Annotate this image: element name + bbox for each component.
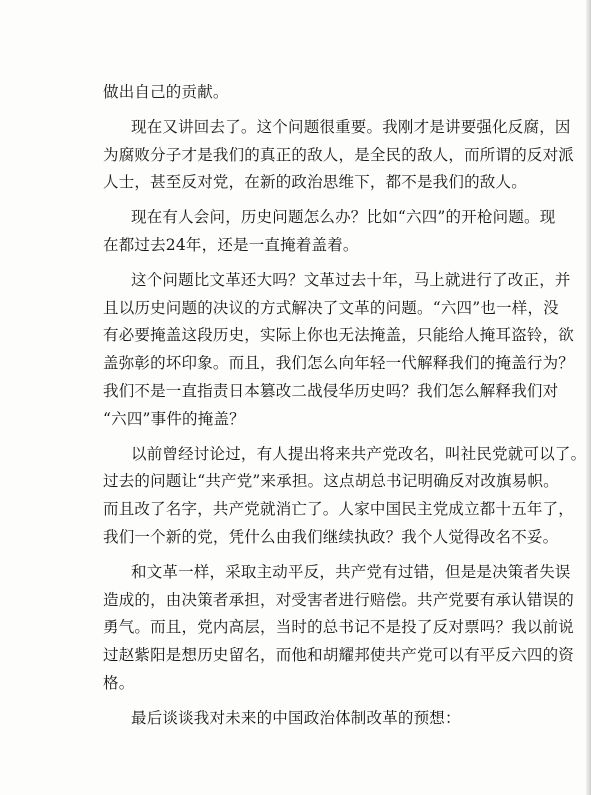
text-line: 且以历史问题的决议的方式解决了文革的问题。“六四”也一样，没 [103, 298, 559, 317]
paragraph-gap [103, 197, 503, 204]
text-line: 做出自己的贡献。 [103, 83, 229, 101]
paragraph [103, 204, 556, 260]
text-line: 盖弥彰的坏印象。而且，我们怎么向年轻一代解释我们的掩盖行为？ [103, 354, 575, 373]
text-line: 我们不是一直指责日本篡改二战侵华历史吗？我们怎么解释我们对 [103, 381, 559, 400]
scan-edge [586, 0, 591, 795]
paragraph [103, 79, 503, 107]
text-line: 这个问题比文革还大吗？文革过去十年，马上就进行了改正，并 [131, 270, 571, 289]
text-line: 造成的，由决策者承担，对受害者进行赔偿。共产党要有承认错误的 [103, 590, 575, 609]
text-line: 勇气。而且，党内高层，当时的总书记不是投了反对票吗？我以前说 [103, 618, 575, 637]
paragraph [103, 267, 575, 434]
paragraph [103, 441, 587, 552]
paragraph-gap [103, 107, 503, 114]
text-line: 人士，甚至反对党，在新的政治思维下，都不是我们的敌人。 [103, 173, 527, 192]
text-line: “六四”事件的掩盖？ [103, 409, 245, 428]
text-line: 现在又讲回去了。这个问题很重要。我刚才是讲要强化反腐，因 [131, 117, 571, 136]
text-line: 过去的问题让“共产党”来承担。这点胡总书记明确反对改旗易帜。 [103, 472, 559, 491]
text-line: 为腐败分子才是我们的真正的敌人，是全民的敌人，而所谓的反对派 [103, 145, 575, 164]
text-line: 有必要掩盖这段历史，实际上你也无法掩盖，只能给人掩耳盗铃，欲 [103, 326, 575, 345]
text-line: 最后谈谈我对未来的中国政治体制改革的预想： [131, 708, 461, 727]
text-line: 和文革一样，采取主动平反，共产党有过错，但是是决策者失误 [131, 562, 571, 581]
text-line: 而且改了名字，共产党就消亡了。人家中国民主党成立都十五年了， [103, 500, 575, 519]
paragraph-gap [103, 698, 503, 705]
paragraph-gap [103, 552, 503, 559]
paragraph [103, 559, 575, 698]
text-line: 过赵紫阳是想历史留名，而他和胡耀邦使共产党可以有平反六四的资 [103, 646, 575, 665]
document-body [103, 79, 587, 733]
paragraph [103, 705, 503, 733]
paragraph-gap [103, 434, 503, 441]
paragraph [103, 114, 575, 197]
paragraph-gap [103, 260, 503, 267]
text-line: 在都过去24年，还是一直掩着盖着。 [103, 235, 359, 254]
text-line: 以前曾经讨论过，有人提出将来共产党改名，叫社民党就可以了。 [131, 444, 587, 463]
text-line: 现在有人会问，历史问题怎么办？比如“六四”的开枪问题。现 [131, 208, 556, 227]
text-line: 我们一个新的党，凭什么由我们继续执政？我个人觉得改名不妥。 [103, 527, 559, 546]
text-line: 格。 [103, 673, 135, 692]
